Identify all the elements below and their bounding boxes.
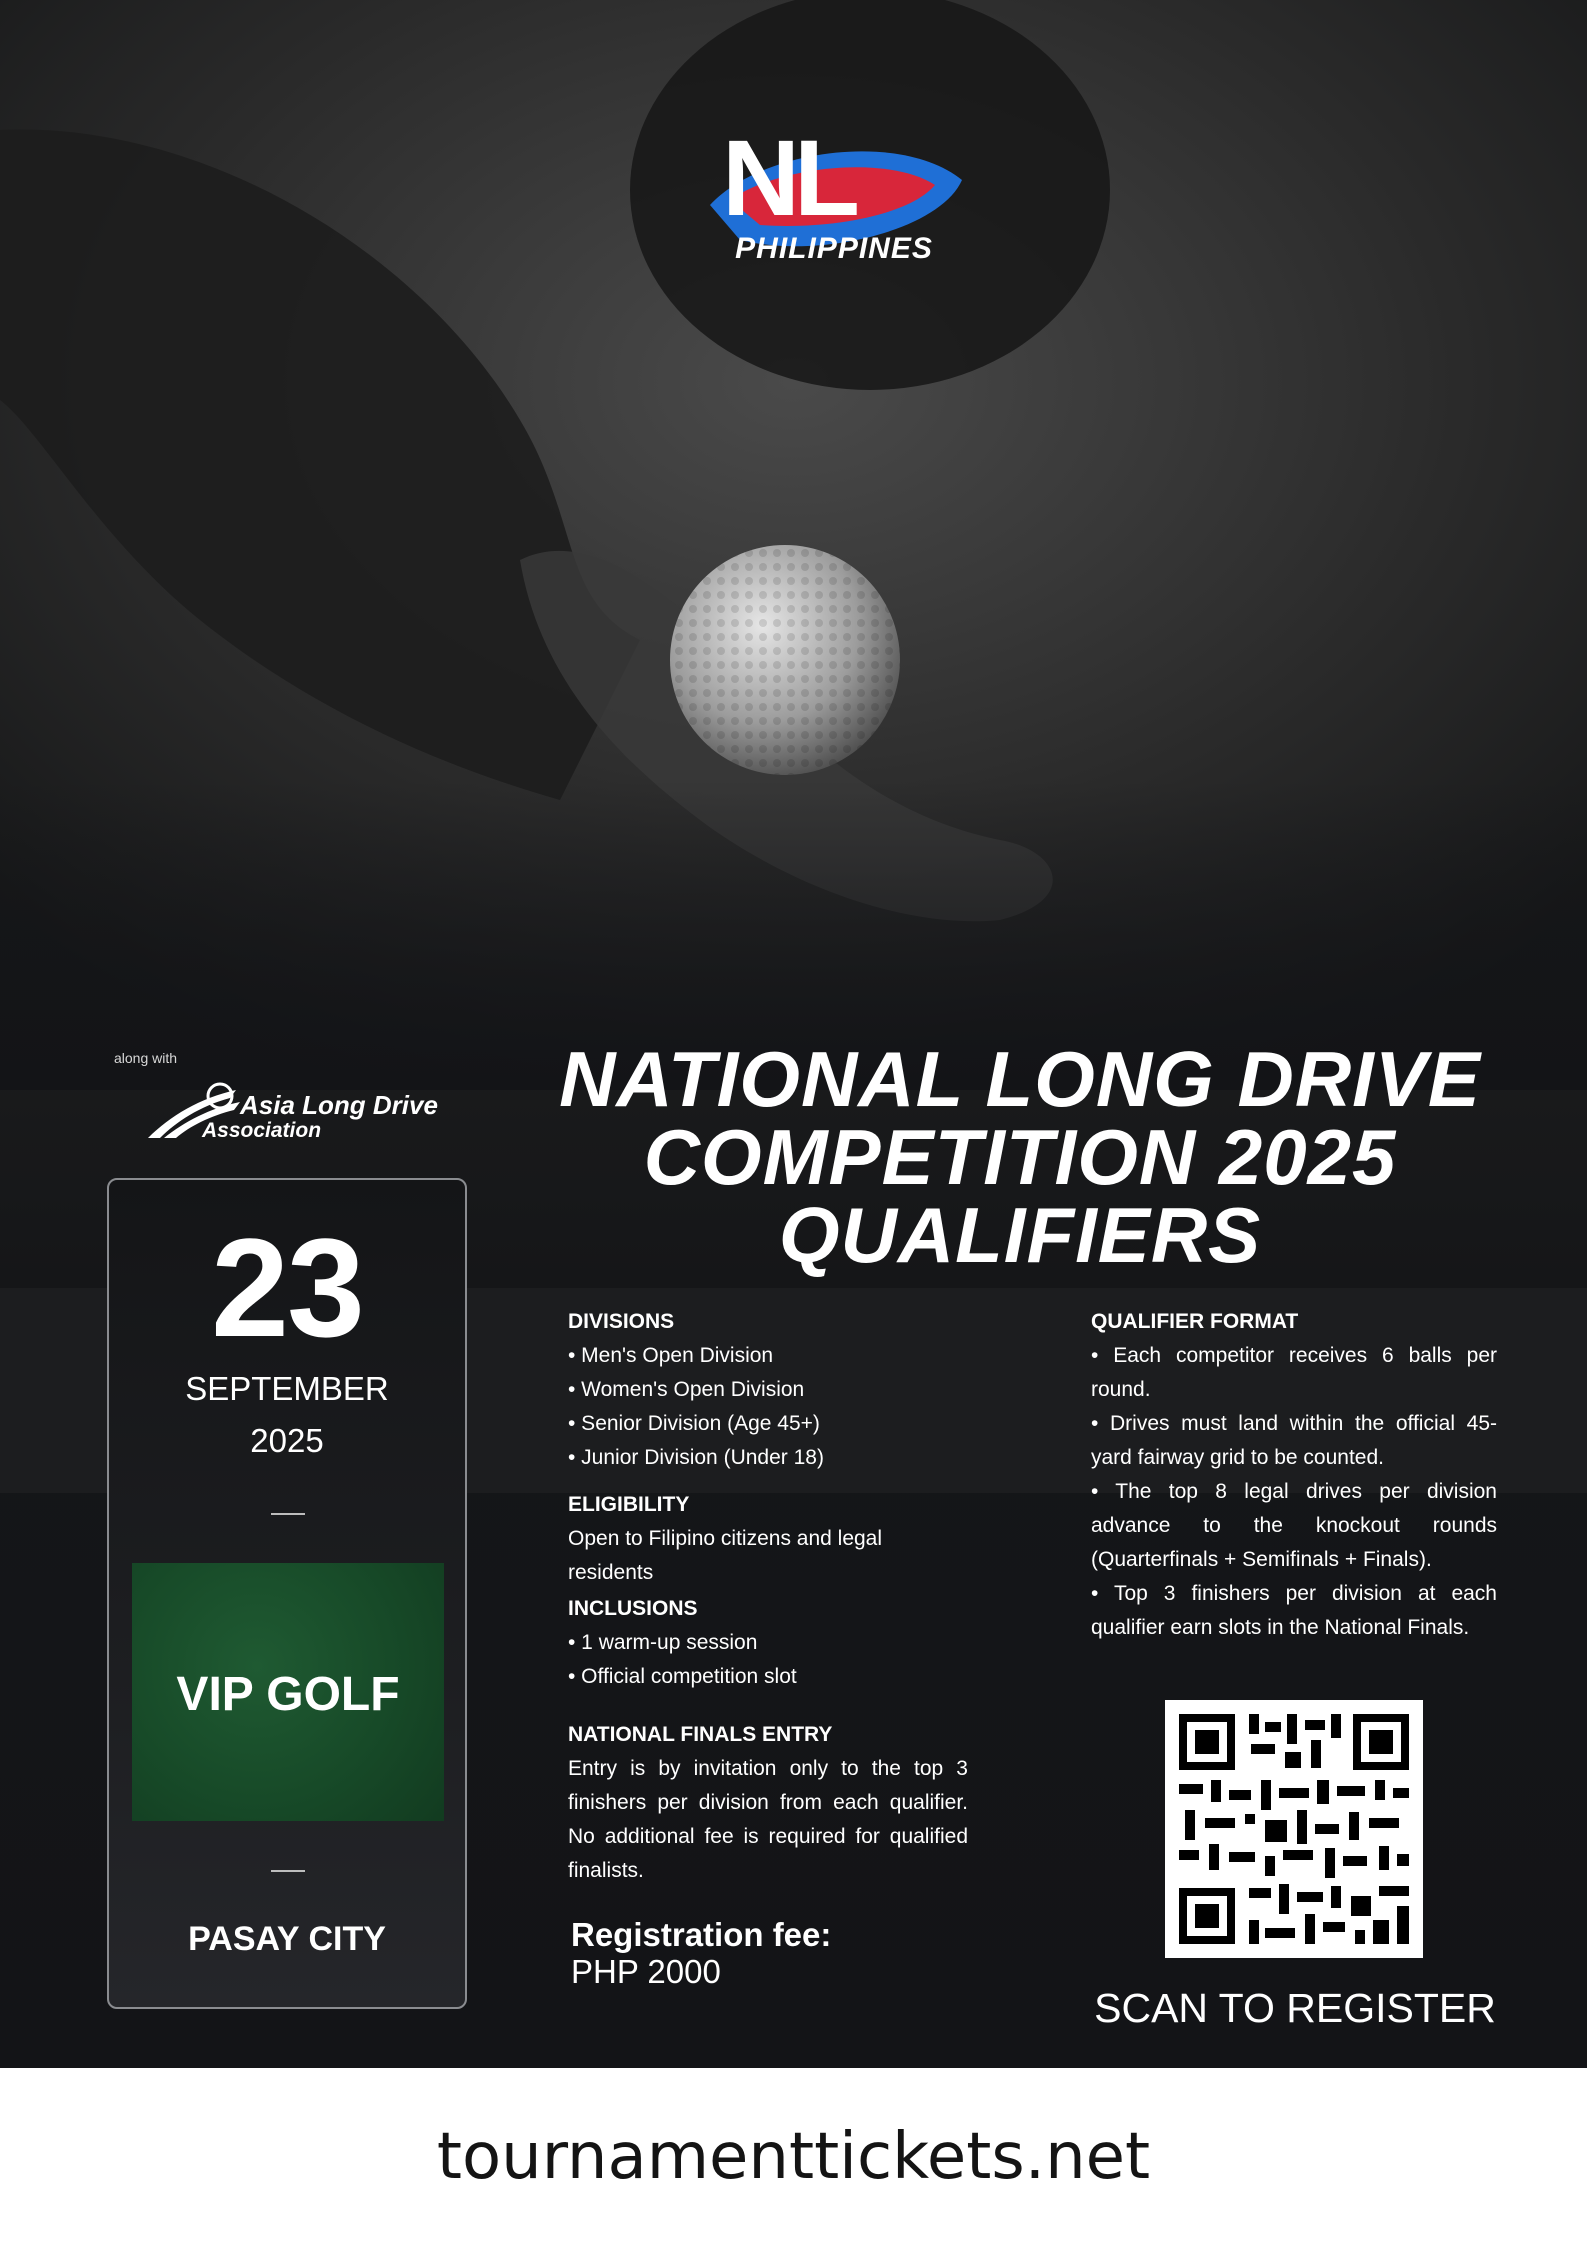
partner-name-line2: Association: [202, 1119, 322, 1142]
event-day: 23: [211, 1209, 363, 1366]
logo-subtitle: PHILIPPINES: [735, 232, 933, 265]
finals-text: Entry is by invitation only to the top 3 finishers per division from each qualifier. No additional fee is required for qualified finalists.: [568, 1757, 968, 1882]
list-item: • Men's Open Division: [568, 1344, 774, 1367]
registration-qr-code[interactable]: [1165, 1700, 1423, 1958]
list-item: • Women's Open Division: [568, 1378, 805, 1401]
list-item: • Drives must land within the official 45-yard fairway grid to be counted.: [1091, 1412, 1497, 1469]
partner-prefix: along with: [114, 1050, 178, 1066]
list-item: • Senior Division (Age 45+): [568, 1412, 820, 1435]
divider: [271, 1513, 305, 1515]
event-title: [540, 1035, 1500, 1279]
website-url[interactable]: tournamenttickets.net: [436, 2120, 1151, 2194]
eligibility-text: Open to Filipino citizens and legal residents: [568, 1527, 883, 1584]
event-month: SEPTEMBER: [185, 1370, 389, 1407]
divisions-section: [568, 1305, 988, 1475]
title-line: QUALIFIERS: [778, 1191, 1262, 1279]
divider: [271, 1870, 305, 1872]
inclusions-heading: INCLUSIONS: [568, 1597, 698, 1620]
finals-section: [568, 1718, 968, 1888]
divisions-heading: DIVISIONS: [568, 1310, 675, 1333]
list-item: • Each competitor receives 6 balls per round.: [1091, 1344, 1497, 1401]
eligibility-heading: ELIGIBILITY: [568, 1493, 690, 1516]
list-item: • Top 3 finishers per division at each qualifier earn slots in the National Finals.: [1091, 1582, 1497, 1639]
list-item: • 1 warm-up session: [568, 1631, 758, 1654]
venue-name: VIP GOLF: [176, 1668, 400, 1721]
eligibility-section: [568, 1488, 968, 1590]
event-city: PASAY CITY: [188, 1920, 386, 1958]
inclusions-section: [568, 1592, 968, 1694]
finals-heading: NATIONAL FINALS ENTRY: [568, 1723, 833, 1746]
list-item: • The top 8 legal drives per division advance to the knockout rounds (Quarterfinals + Semifinals + Finals).: [1091, 1480, 1497, 1571]
event-year: 2025: [250, 1422, 324, 1459]
registration-fee-value: PHP 2000: [571, 1953, 721, 1990]
venue-panel: [132, 1563, 444, 1821]
scan-to-register-label: SCAN TO REGISTER: [1094, 1985, 1496, 2031]
event-date-card: [107, 1178, 467, 2009]
format-heading: QUALIFIER FORMAT: [1091, 1310, 1299, 1333]
title-line: COMPETITION 2025: [643, 1113, 1397, 1201]
registration-fee-label: Registration fee:: [571, 1916, 832, 1953]
list-item: • Official competition slot: [568, 1665, 797, 1688]
partner-name: Asia Long Drive: [240, 1090, 438, 1120]
svg-text:NL: NL: [722, 117, 854, 238]
title-line: NATIONAL LONG DRIVE: [559, 1035, 1481, 1123]
list-item: • Junior Division (Under 18): [568, 1446, 824, 1469]
format-section: [1091, 1305, 1497, 1645]
